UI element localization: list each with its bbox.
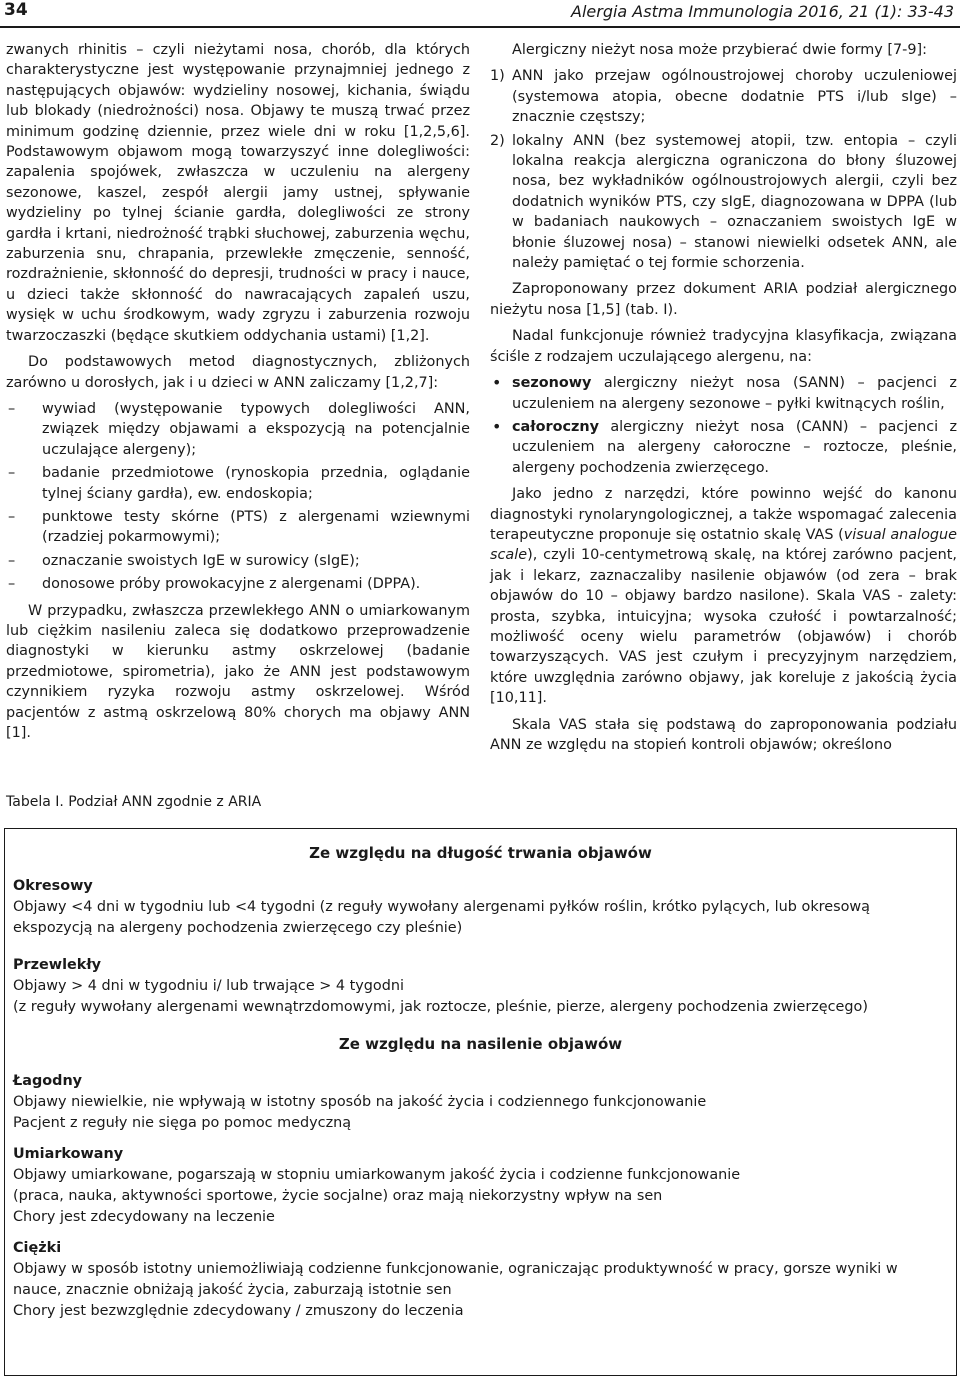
row-text: Objawy niewielkie, nie wpływają w istotny sposób na jakość życia i codziennego funkcjonowanie — [13, 1094, 707, 1110]
table-section-header: Ze względu na nasilenie objawów — [338, 1035, 623, 1053]
table-row — [5, 939, 956, 1018]
right-paragraph-1: Alergiczny nieżyt nosa może przybierać dwie formy [7-9]: — [512, 42, 927, 58]
row-text: Objawy > 4 dni w tygodniu i/ lub trwające > 4 tygodni — [13, 978, 404, 994]
row-text: Pacjent z reguły nie sięga po pomoc medyczną — [13, 1115, 352, 1131]
classification-list — [490, 373, 957, 478]
bullet-term: całoroczny — [512, 418, 599, 435]
list-item: – oznaczanie swoistych IgE w surowicy (sIgE); — [6, 551, 470, 571]
list-number: 2) — [490, 132, 505, 149]
row-text: (praca, nauka, aktywności sportowe, życie socjalne) oraz mają niekorzystny wpływ na sen — [13, 1188, 663, 1204]
list-item: – punktowe testy skórne (PTS) z alergenami wziewnymi (rzadziej pokarmowymi); — [6, 507, 470, 548]
left-paragraph-2: Do podstawowych metod diagnostycznych, zbliżonych zarówno u dorosłych, jak i u dzieci w ANN zaliczamy [1,2,7]: — [6, 354, 470, 391]
list-item-text: lokalny ANN (bez systemowej atopii, tzw. entopia – czyli lokalna reakcja alergiczna ograniczona do błony śluzowej nosa, bez wykładników ogólnoustrojowych alergii, czyli bez dodatnich wyników PTS, czy sIgE, diagnozowana w DPPA (lub w badaniach naukowych – oznaczaniem swoistych IgE w błonie śluzowej nosa) – stanowi niewielki odsetek ANN, ale należy pamiętać o tej formie schorzenia. — [512, 132, 957, 272]
table-row — [5, 870, 956, 939]
list-item — [490, 373, 957, 414]
row-text: Objawy w sposób istotny uniemożliwiają codzienne funkcjonowanie, ograniczając produktywność w pracy, gorsze wyniki w nauce, znacznie obniżają jakość życia, zaburzają istotnie sen — [13, 1261, 898, 1298]
row-text: Chory jest zdecydowany na leczenie — [13, 1209, 275, 1225]
list-item — [490, 131, 957, 274]
aria-table — [4, 828, 957, 1376]
right-paragraph-4 — [490, 484, 957, 708]
text-span: Jako jedno z narzędzi, które powinno wejść do kanonu diagnostyki rynolaryngologicznej, a także wspomagać zalecenia terapeutyczne proponuje się ostatnio skalę VAS ( — [490, 486, 957, 543]
page-header — [0, 0, 960, 28]
list-item — [490, 66, 957, 127]
list-item: – badanie przedmiotowe (rynoskopia przednia, oglądanie tylnej ściany gardła), ew. endoskopia; — [6, 463, 470, 504]
bullet-text: alergiczny nieżyt nosa (SANN) – pacjenci z uczuleniem na alergeny sezonowe – pyłki kwitnących roślin, — [512, 375, 957, 412]
table-row — [5, 1228, 956, 1322]
row-text: (z reguły wywołany alergenami wewnątrzdomowymi, jak roztocze, pleśnie, pierze, alergeny pochodzenia zwierzęcego) — [13, 999, 868, 1015]
right-paragraph-3: Nadal funkcjonuje również tradycyjna klasyfikacja, związana ściśle z rodzajem uczulającego alergenu, na: — [490, 328, 957, 365]
right-column — [490, 40, 957, 761]
diagnostic-methods-list — [6, 399, 470, 595]
row-text: Chory jest bezwzględnie zdecydowany / zmuszony do leczenia — [13, 1303, 464, 1319]
right-paragraph-5: Skala VAS stała się podstawą do zaproponowania podziału ANN ze względu na stopień kontroli objawów; określono — [490, 716, 957, 753]
italic-term: visual analogue scale — [490, 526, 957, 564]
left-paragraph-1: zwanych rhinitis – czyli nieżytami nosa, chorób, dla których charakterystyczne jest występowanie przynajmniej jednego z następujących objawów: wydzieliny nosowej, kichania, świądu lub blokady (niedrożności) nosa. Objawy te muszą trwać przez minimum godzinę dziennie, przez wiele dni w roku [1,2,5,6]. Podstawowym objawom mogą towarzyszyć inne dolegliwości: zapalenia spojówek, zwłaszcza w uczuleniu na alergeny sezonowe, kaszel, zespół alergii jamy ustnej, spływanie wydzieliny po tylnej ścianie gardła, dolegliwości ze strony gardła i krtani, niedrożność trąbki słuchowej, zaburzenia węchu, zaburzenia snu, chrapania, przewlekłe zmęczenie, senność, rozdrażnienie, skłonność do depresji, trudności w pracy i nauce, u dzieci także skłonność do nawracających zapaleń uszu, wysięk w uchu środkowym, wady zgryzu i zaburzenia rozwoju twarzoczaszki (będące skutkiem oddychania ustami) [1,2]. — [6, 42, 470, 344]
list-item: – donosowe próby prowokacyjne z alergenami (DPPA). — [6, 574, 470, 594]
row-text: Objawy umiarkowane, pogarszają w stopniu umiarkowanym jakość życia i codzienne funkcjonowanie — [13, 1167, 741, 1183]
list-item: – wywiad (występowanie typowych dolegliwości ANN, związek między objawami a ekspozycją na potencjalnie uczulające alergeny); — [6, 399, 470, 460]
table-section-header: Ze względu na długość trwania objawów — [309, 844, 652, 862]
list-item-text: ANN jako przejaw ogólnoustrojowej choroby uczuleniowej (systemowa atopia, obecne dodatnie PTS i/lub sIge) – znacznie częstszy; — [512, 68, 957, 126]
row-title: Przewlekły — [13, 957, 102, 973]
left-paragraph-3: W przypadku, zwłaszcza przewlekłego ANN o umiarkowanym lub ciężkim nasileniu zaleca się dodatkowo przeprowadzenie diagnostyki w kierunku astmy oskrzelowej (badanie przedmiotowe, spirometria), jako że ANN jest podstawowym czynnikiem ryzyka rozwoju astmy oskrzelowej. Wśród pacjentów z astmą oskrzelową 80% chorych ma objawy ANN [1]. — [6, 602, 470, 741]
list-number: 1) — [490, 68, 505, 85]
row-title: Okresowy — [13, 878, 93, 894]
row-title: Umiarkowany — [13, 1146, 124, 1162]
bullet-text: alergiczny nieżyt nosa (CANN) – pacjenci z uczuleniem na alergeny całoroczne – roztocze, pleśnie, alergeny pochodzenia zwierzęcego. — [512, 418, 957, 476]
table-caption: Tabela I. Podział ANN zgodnie z ARIA — [6, 794, 262, 810]
list-item — [490, 417, 957, 478]
bullet-term: sezonowy — [512, 375, 592, 392]
table-row — [5, 1134, 956, 1228]
text-span: ), czyli 10-centymetrową skalę, na której zarówno pacjent, jak i lekarz, zaznaczaliby nasilenie objawów (od zera – brak objawów do 10 – objawy bardzo nasilone). Skala VAS - zalety: prosta, szybka, intuicyjna; wysoka czułość i powtarzalność; możliwość oceny wielu parametrów (objawów) i chorób towarzyszących. VAS jest czułym i precyzyjnym narzędziem, które uwzględnia zarówno objawy, jak koreluje z jakością życia [10,11]. — [490, 547, 957, 707]
row-title: Łagodny — [13, 1073, 83, 1089]
forms-list — [490, 66, 957, 273]
page-number: 34 — [4, 0, 28, 20]
row-title: Ciężki — [13, 1240, 62, 1256]
row-text: Objawy <4 dni w tygodniu lub <4 tygodni (z reguły wywołany alergenami pyłków roślin, krótko pylących, lub okresową ekspozycją na alergeny pochodzenia zwierzęcego czy pleśnie) — [13, 899, 870, 936]
journal-title: Alergia Astma Immunologia 2016, 21 (1): 33-43 — [571, 2, 954, 21]
right-paragraph-2: Zaproponowany przez dokument ARIA podział alergicznego nieżytu nosa [1,5] (tab. I). — [490, 281, 957, 318]
left-column — [6, 40, 470, 749]
table-row — [5, 1061, 956, 1134]
